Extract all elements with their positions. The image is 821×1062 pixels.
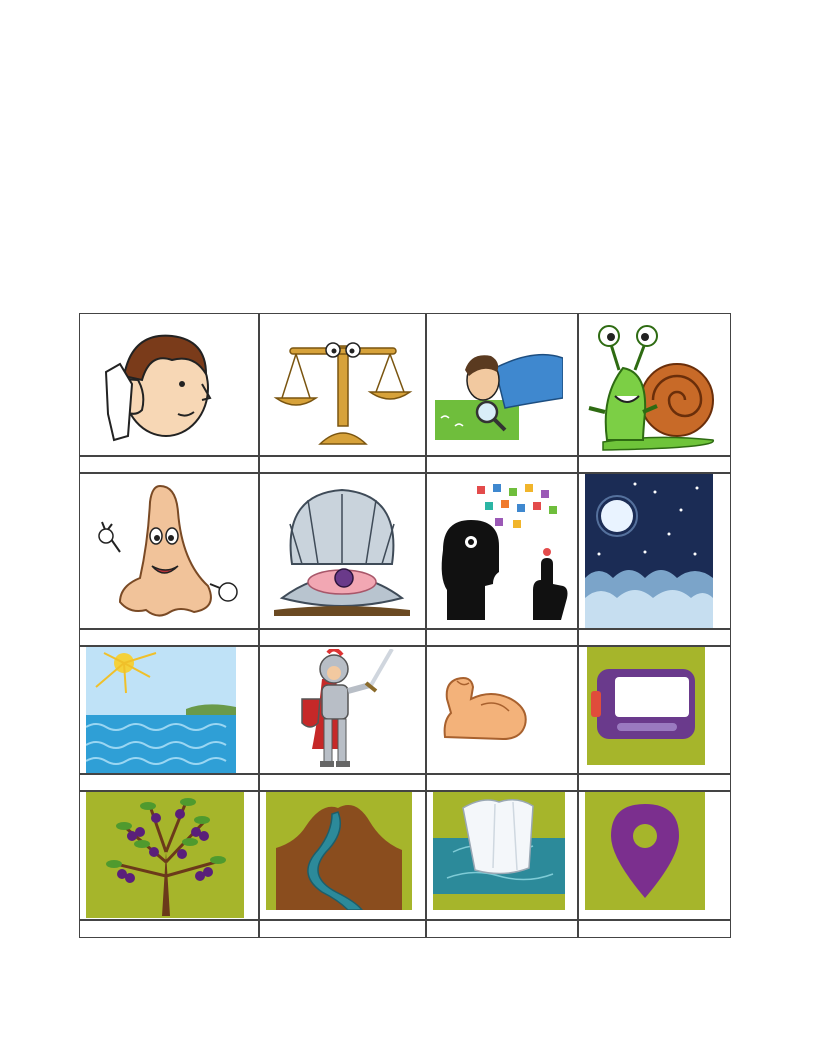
word-item (618, 190, 642, 212)
picture-cell-2 (259, 313, 426, 456)
word-item (138, 255, 162, 277)
word-item (298, 212, 322, 234)
nose-icon (90, 482, 240, 622)
grid-spacer (79, 629, 259, 646)
picture-cell-7 (426, 473, 578, 629)
grid-spacer (578, 920, 731, 938)
river-flow-icon (266, 792, 412, 910)
head-knowledge-icon (437, 480, 573, 624)
taximeter-fare-icon (587, 647, 705, 765)
grid-spacer (259, 920, 426, 938)
location-pin-icon (585, 792, 705, 910)
grid-spacer (79, 456, 259, 473)
grid-spacer (259, 456, 426, 473)
word-item (618, 255, 642, 277)
grid-spacer (426, 920, 578, 938)
sloe-tree-icon (86, 792, 244, 918)
picture-cell-10 (259, 646, 426, 774)
grid-spacer (79, 774, 259, 791)
word-list-column-1 (138, 190, 162, 276)
word-list-column-4 (618, 190, 642, 276)
picture-cell-1 (79, 313, 259, 456)
picture-cell-16 (578, 791, 731, 920)
grid-spacer (578, 629, 731, 646)
picture-cell-9 (79, 646, 259, 774)
palm-border-bottom (32, 988, 788, 1032)
picture-cell-5 (79, 473, 259, 629)
palm-border-right (746, 74, 790, 988)
grid-spacer (426, 629, 578, 646)
picture-cell-14 (259, 791, 426, 920)
night-sky-icon (585, 474, 713, 628)
picture-cell-8 (578, 473, 731, 629)
mussel-shell-icon (272, 484, 412, 620)
word-item (618, 212, 642, 234)
picture-cell-4 (578, 313, 731, 456)
grid-spacer (259, 774, 426, 791)
picture-cell-3 (426, 313, 578, 456)
palm-border-top (32, 30, 788, 74)
word-item (458, 190, 482, 212)
word-item (458, 233, 482, 255)
magnifying-glass-man-icon (435, 328, 563, 440)
word-item (298, 233, 322, 255)
picture-grid (79, 313, 731, 938)
sea-icon (86, 647, 236, 773)
word-list-column-3 (458, 190, 482, 276)
word-list-column-2 (298, 190, 322, 276)
word-item (458, 212, 482, 234)
word-item (298, 190, 322, 212)
picture-cell-15 (426, 791, 578, 920)
word-item (618, 233, 642, 255)
grid-spacer (578, 456, 731, 473)
word-item (298, 255, 322, 277)
picture-cell-11 (426, 646, 578, 774)
knight-icon (282, 649, 402, 773)
grid-spacer (259, 629, 426, 646)
grid-spacer (578, 774, 731, 791)
word-item (138, 233, 162, 255)
grid-spacer (426, 774, 578, 791)
word-item (138, 212, 162, 234)
palm-border-left (32, 74, 76, 988)
scales-icon (268, 326, 418, 446)
ice-floe-icon (433, 792, 565, 910)
picture-cell-12 (578, 646, 731, 774)
ear-listening-icon (102, 324, 214, 444)
snail-icon (583, 316, 723, 452)
grid-spacer (426, 456, 578, 473)
word-item (458, 255, 482, 277)
picture-cell-13 (79, 791, 259, 920)
word-item (138, 190, 162, 212)
grid-spacer (79, 920, 259, 938)
picture-cell-6 (259, 473, 426, 629)
muscle-arm-icon (441, 669, 531, 749)
